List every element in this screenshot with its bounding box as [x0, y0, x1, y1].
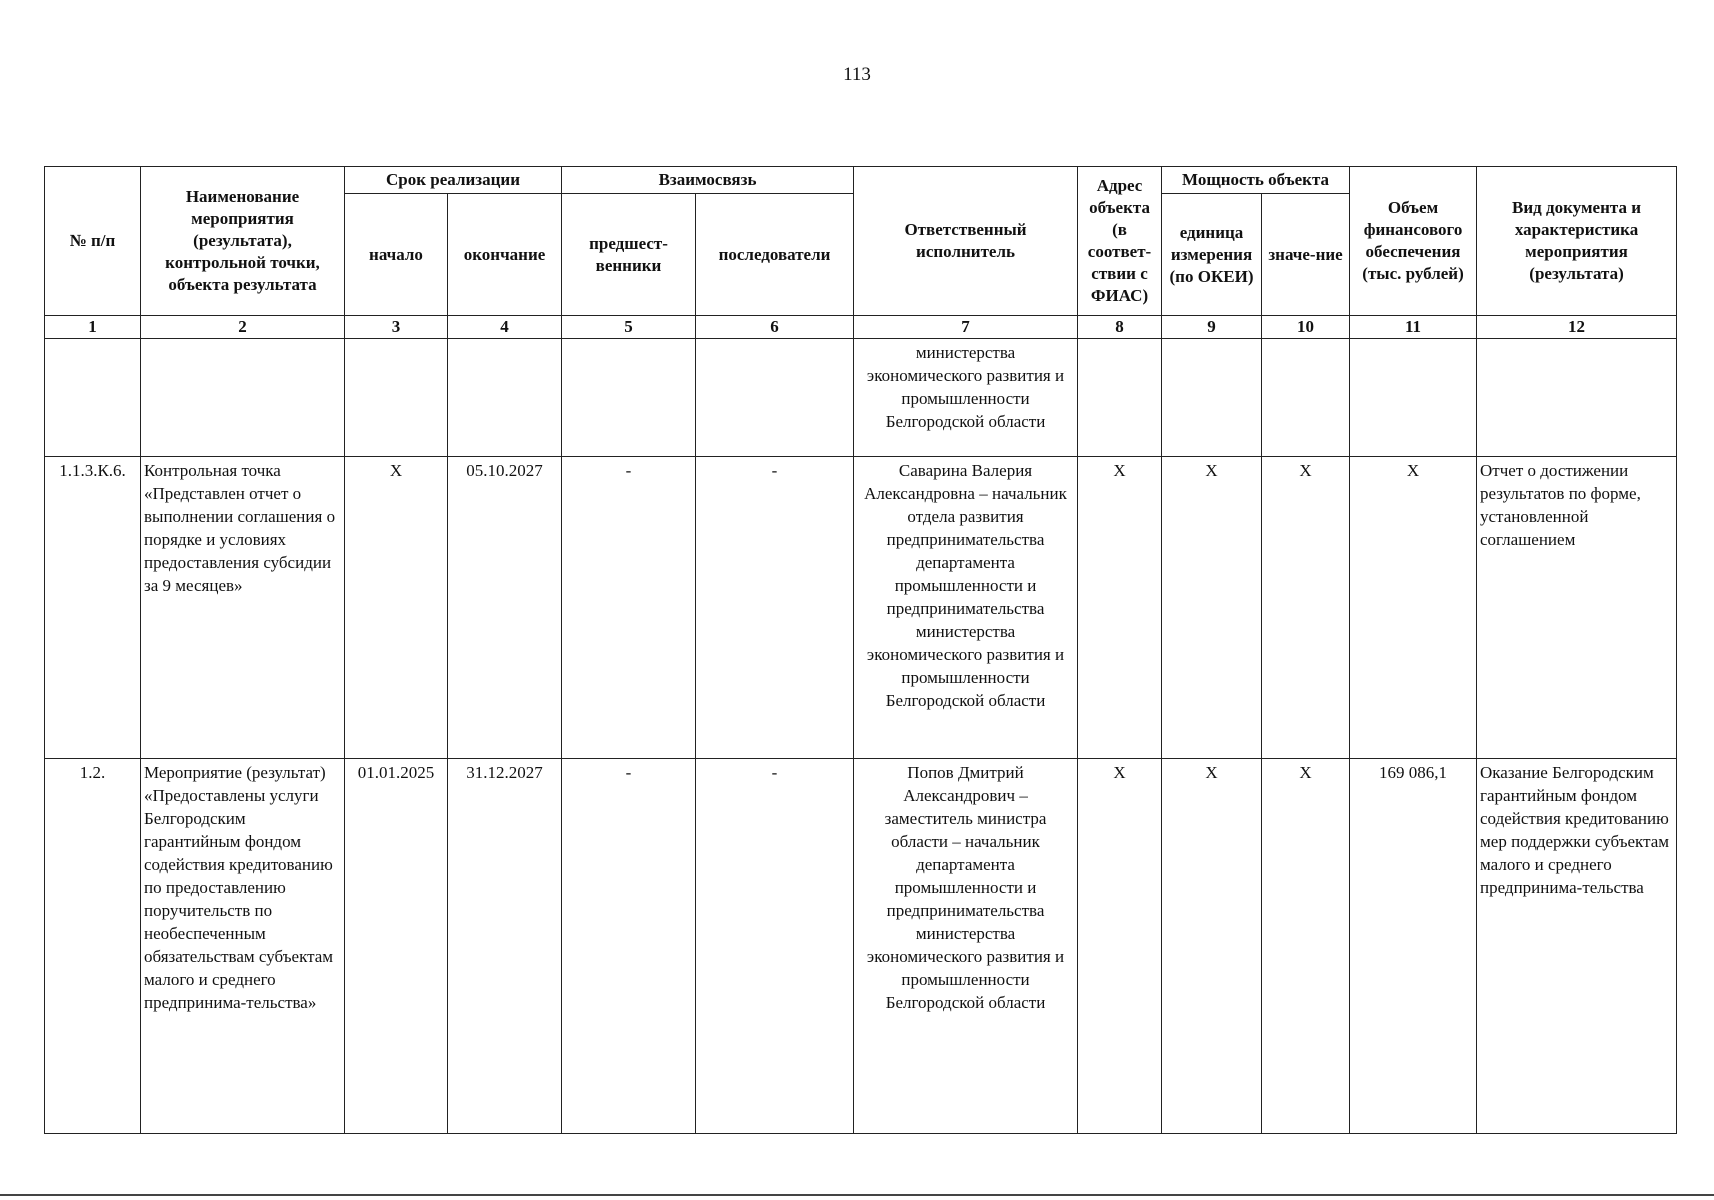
header-link-group: Взаимосвязь [562, 167, 854, 194]
row-address: X [1078, 457, 1162, 759]
plan-table [44, 166, 1677, 1134]
row-successors [696, 339, 854, 457]
column-number: 3 [345, 316, 448, 339]
row-predecessors [562, 339, 696, 457]
row-id [45, 339, 141, 457]
row-value: X [1262, 759, 1350, 1134]
row-end [448, 339, 562, 457]
row-name: Мероприятие (результат) «Предоставлены услуги Белгородским гарантийным фондом содействия кредитованию по предоставлению поручительств по необеспеченным обязательствам субъектам малого и среднего предпринима-тельства» [141, 759, 345, 1134]
row-end: 31.12.2027 [448, 759, 562, 1134]
row-start: X [345, 457, 448, 759]
row-start [345, 339, 448, 457]
page-bottom-rule [0, 1194, 1714, 1196]
column-numbers-row [45, 316, 1677, 339]
header-predecessors: предшест-венники [562, 194, 696, 316]
column-number: 7 [854, 316, 1078, 339]
header-start: начало [345, 194, 448, 316]
row-start: 01.01.2025 [345, 759, 448, 1134]
column-number: 5 [562, 316, 696, 339]
header-finance: Объем финансового обеспечения (тыс. рублей) [1350, 167, 1477, 316]
table-row [45, 339, 1677, 457]
header-address: Адрес объекта (в соответ-ствии с ФИАС) [1078, 167, 1162, 316]
row-id: 1.2. [45, 759, 141, 1134]
header-name: Наименование мероприятия (результата), контрольной точки, объекта результата [141, 167, 345, 316]
row-successors: - [696, 457, 854, 759]
row-unit [1162, 339, 1262, 457]
row-address [1078, 339, 1162, 457]
column-number: 6 [696, 316, 854, 339]
header-term-group: Срок реализации [345, 167, 562, 194]
column-number: 1 [45, 316, 141, 339]
row-document: Оказание Белгородским гарантийным фондом содействия кредитованию мер поддержки субъектам малого и среднего предпринима-тельства [1477, 759, 1677, 1134]
table-row [45, 759, 1677, 1134]
column-number: 4 [448, 316, 562, 339]
row-unit: X [1162, 457, 1262, 759]
column-number: 12 [1477, 316, 1677, 339]
table-row [45, 457, 1677, 759]
header-responsible: Ответственный исполнитель [854, 167, 1078, 316]
row-successors: - [696, 759, 854, 1134]
page-number: 113 [843, 64, 871, 85]
row-finance [1350, 339, 1477, 457]
row-name [141, 339, 345, 457]
row-address: X [1078, 759, 1162, 1134]
row-value: X [1262, 457, 1350, 759]
column-number: 8 [1078, 316, 1162, 339]
row-finance: X [1350, 457, 1477, 759]
row-value [1262, 339, 1350, 457]
row-name: Контрольная точка «Представлен отчет о выполнении соглашения о порядке и условиях предоставления субсидии за 9 месяцев» [141, 457, 345, 759]
row-unit: X [1162, 759, 1262, 1134]
table-header [45, 167, 1677, 339]
row-responsible: министерства экономического развития и промышленности Белгородской области [854, 339, 1078, 457]
table-body [45, 339, 1677, 1134]
header-successors: последователи [696, 194, 854, 316]
column-number: 9 [1162, 316, 1262, 339]
column-number: 11 [1350, 316, 1477, 339]
row-document [1477, 339, 1677, 457]
row-finance: 169 086,1 [1350, 759, 1477, 1134]
column-number: 2 [141, 316, 345, 339]
header-end: окончание [448, 194, 562, 316]
header-power-group: Мощность объекта [1162, 167, 1350, 194]
row-document: Отчет о достижении результатов по форме, установленной соглашением [1477, 457, 1677, 759]
row-responsible: Попов Дмитрий Александрович – заместитель министра области – начальник департамента промышленности и предпринимательства министерства экономического развития и промышленности Белгородской области [854, 759, 1078, 1134]
row-id: 1.1.3.К.6. [45, 457, 141, 759]
row-predecessors: - [562, 759, 696, 1134]
column-number: 10 [1262, 316, 1350, 339]
header-number: № п/п [45, 167, 141, 316]
header-document: Вид документа и характеристика мероприятия (результата) [1477, 167, 1677, 316]
row-responsible: Саварина Валерия Александровна – начальник отдела развития предпринимательства департамента промышленности и предпринимательства министерства экономического развития и промышленности Белгородской области [854, 457, 1078, 759]
header-value: значе-ние [1262, 194, 1350, 316]
row-predecessors: - [562, 457, 696, 759]
header-unit: единица измерения (по ОКЕИ) [1162, 194, 1262, 316]
row-end: 05.10.2027 [448, 457, 562, 759]
